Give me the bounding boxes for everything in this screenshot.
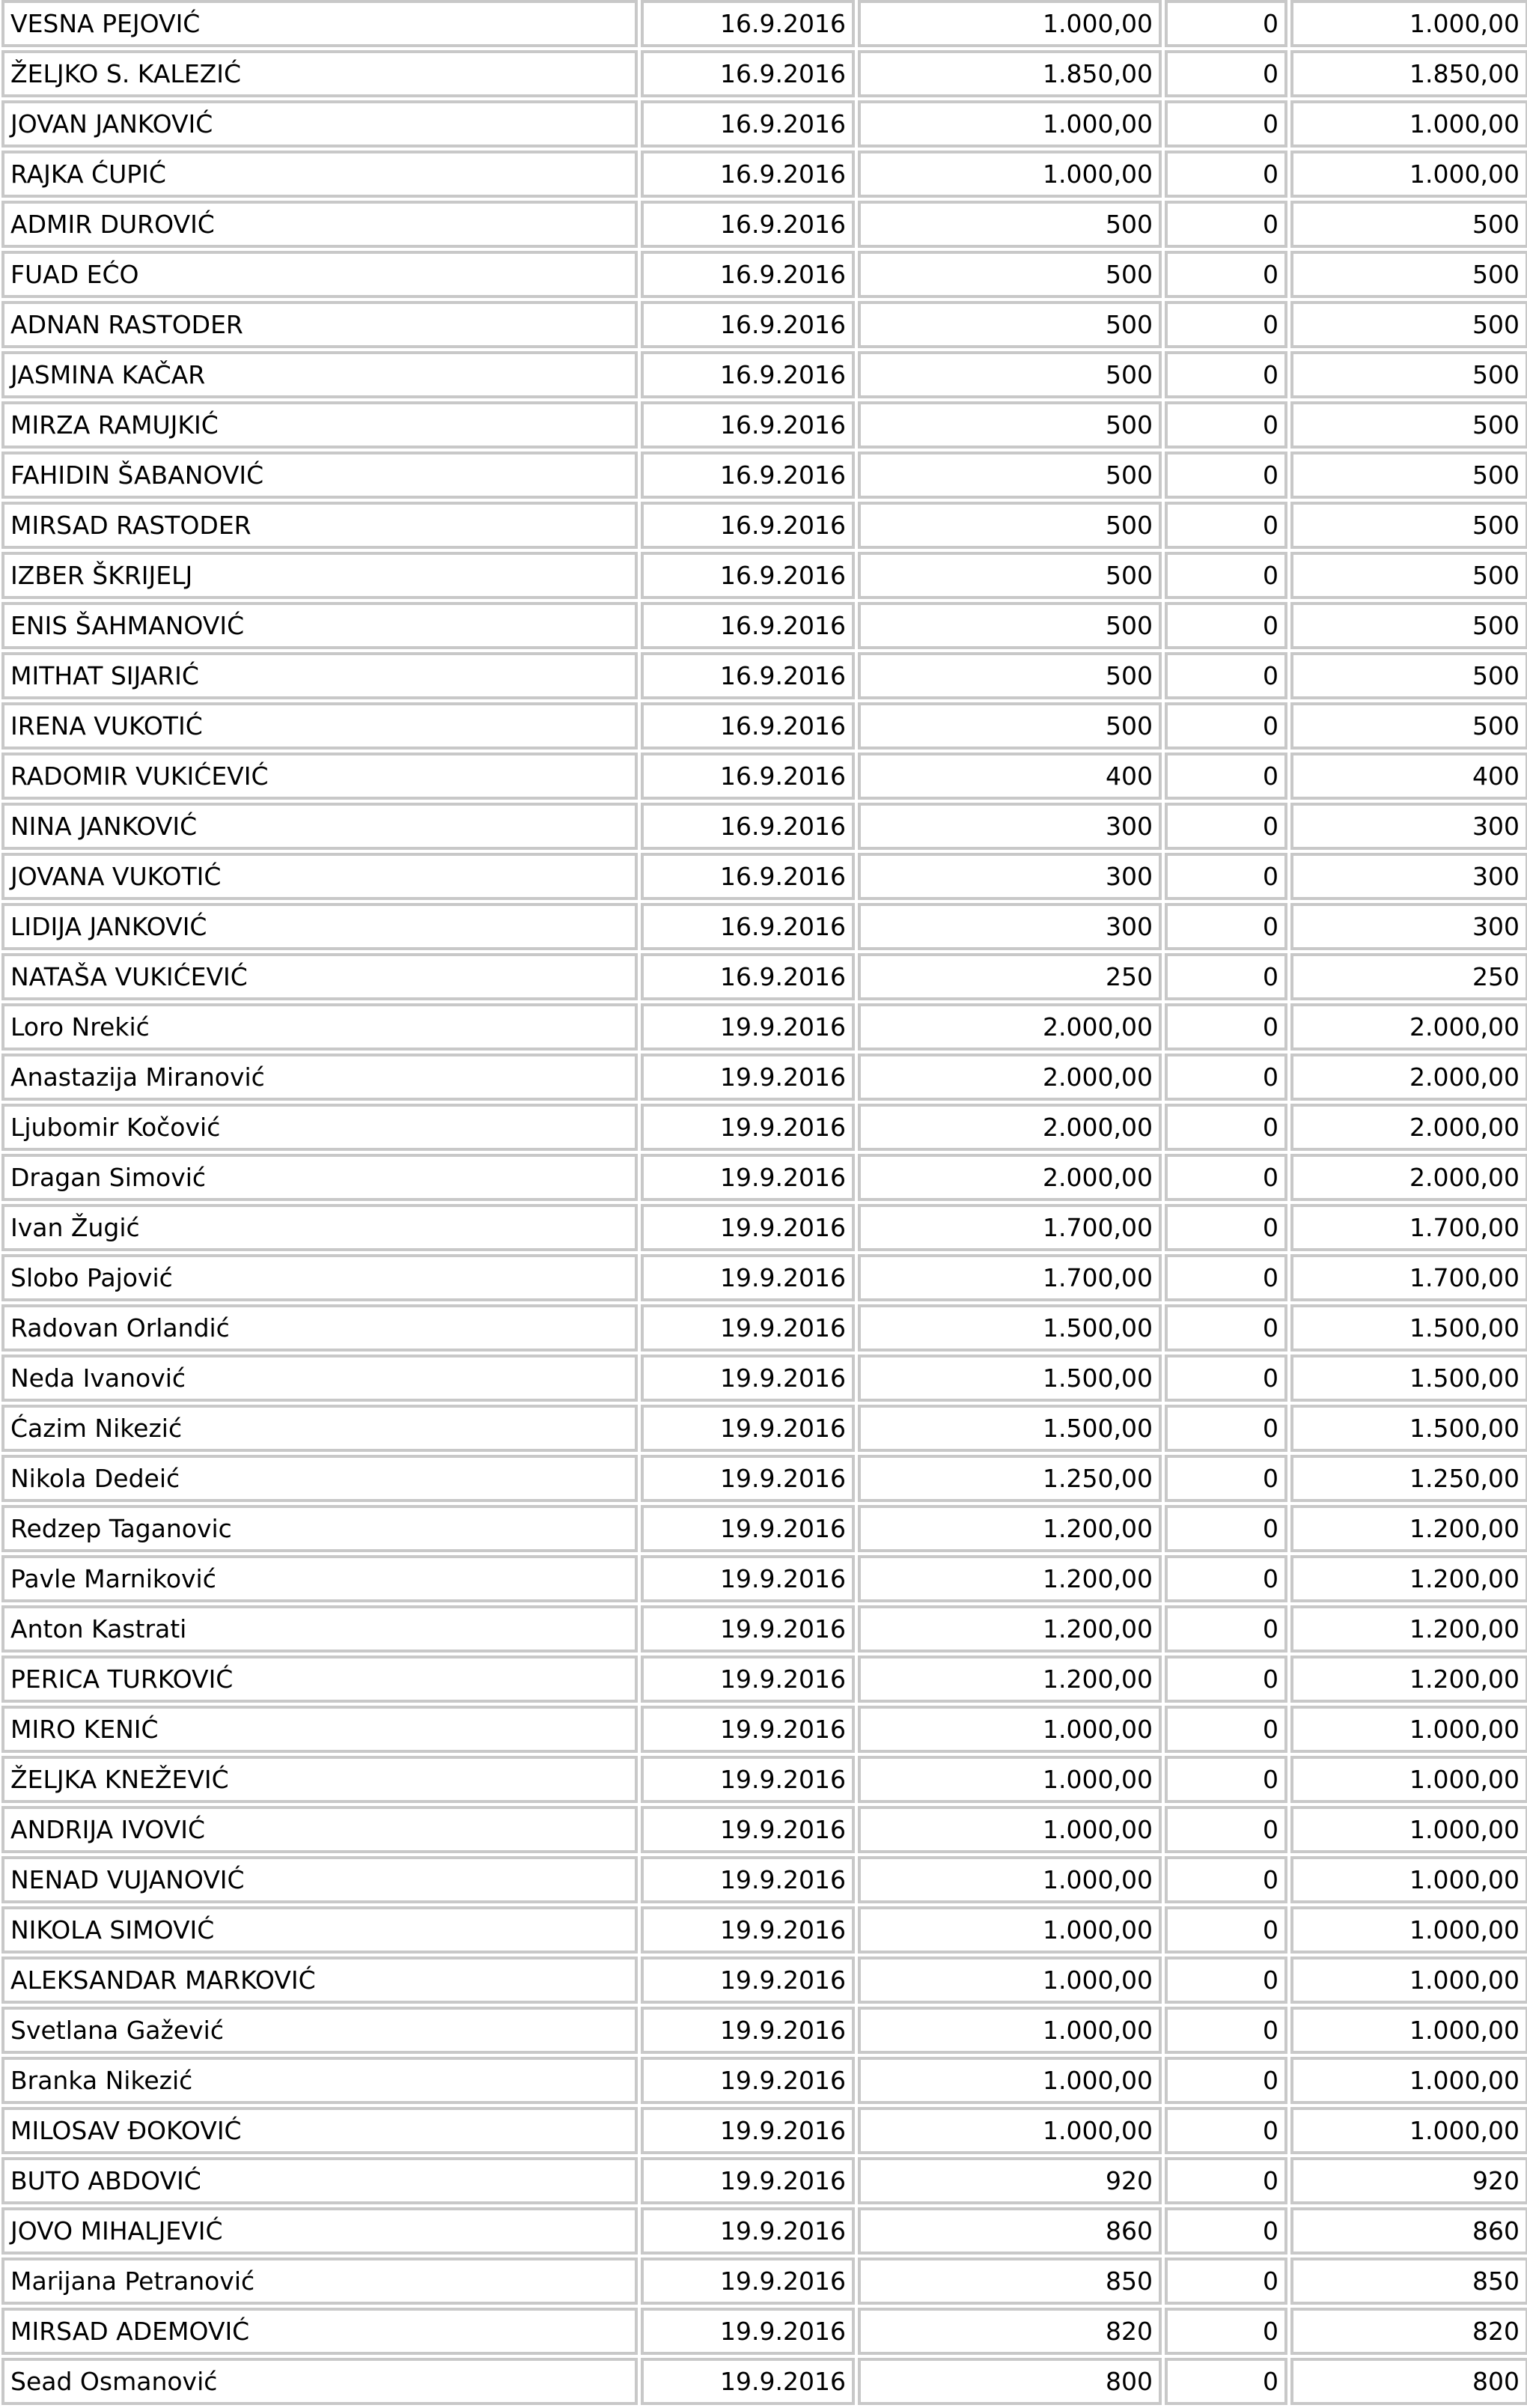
date-cell: 19.9.2016: [641, 2157, 855, 2204]
date-cell: 19.9.2016: [641, 1656, 855, 1703]
date-cell: 19.9.2016: [641, 2007, 855, 2054]
zero-cell: 0: [1165, 401, 1287, 449]
table-row: [1, 2107, 1527, 2154]
zero-cell: 0: [1165, 1605, 1287, 1653]
zero-cell: 0: [1165, 1455, 1287, 1502]
date-cell: 16.9.2016: [641, 803, 855, 850]
date-cell: 19.9.2016: [641, 1956, 855, 2004]
date-cell: 19.9.2016: [641, 2057, 855, 2104]
date-cell: 16.9.2016: [641, 301, 855, 348]
amount-cell: 1.000,00: [858, 1756, 1162, 1803]
zero-cell: 0: [1165, 452, 1287, 499]
total-cell: 1.200,00: [1290, 1505, 1527, 1552]
total-cell: 1.250,00: [1290, 1455, 1527, 1502]
date-cell: 16.9.2016: [641, 0, 855, 47]
name-cell: NIKOLA SIMOVIĆ: [1, 1906, 638, 1954]
name-cell: MIRSAD ADEMOVIĆ: [1, 2308, 638, 2355]
total-cell: 500: [1290, 502, 1527, 549]
name-cell: FAHIDIN ŠABANOVIĆ: [1, 452, 638, 499]
date-cell: 16.9.2016: [641, 552, 855, 599]
zero-cell: 0: [1165, 752, 1287, 800]
name-cell: Ćazim Nikezić: [1, 1405, 638, 1452]
table-row: [1, 401, 1527, 449]
amount-cell: 300: [858, 903, 1162, 950]
table-row: [1, 803, 1527, 850]
zero-cell: 0: [1165, 2157, 1287, 2204]
table-row: [1, 953, 1527, 1000]
total-cell: 2.000,00: [1290, 1003, 1527, 1051]
table-row: [1, 1254, 1527, 1301]
date-cell: 16.9.2016: [641, 351, 855, 398]
zero-cell: 0: [1165, 1354, 1287, 1402]
table-row: [1, 351, 1527, 398]
name-cell: ADNAN RASTODER: [1, 301, 638, 348]
zero-cell: 0: [1165, 652, 1287, 699]
total-cell: 1.000,00: [1290, 2057, 1527, 2104]
name-cell: Marijana Petranović: [1, 2258, 638, 2305]
name-cell: JOVAN JANKOVIĆ: [1, 100, 638, 148]
total-cell: 1.200,00: [1290, 1656, 1527, 1703]
date-cell: 19.9.2016: [641, 2107, 855, 2154]
name-cell: NATAŠA VUKIĆEVIĆ: [1, 953, 638, 1000]
amount-cell: 820: [858, 2308, 1162, 2355]
table-row: [1, 1605, 1527, 1653]
date-cell: 19.9.2016: [641, 1505, 855, 1552]
date-cell: 19.9.2016: [641, 1154, 855, 1201]
date-cell: 16.9.2016: [641, 201, 855, 248]
amount-cell: 1.200,00: [858, 1656, 1162, 1703]
name-cell: Svetlana Gažević: [1, 2007, 638, 2054]
name-cell: RAJKA ĆUPIĆ: [1, 150, 638, 198]
name-cell: Ivan Žugić: [1, 1204, 638, 1251]
total-cell: 500: [1290, 452, 1527, 499]
amount-cell: 500: [858, 401, 1162, 449]
table-row: [1, 1003, 1527, 1051]
name-cell: ADMIR DUROVIĆ: [1, 201, 638, 248]
name-cell: MIRZA RAMUJKIĆ: [1, 401, 638, 449]
date-cell: 16.9.2016: [641, 702, 855, 750]
date-cell: 19.9.2016: [641, 1003, 855, 1051]
date-cell: 19.9.2016: [641, 1254, 855, 1301]
name-cell: Anastazija Miranović: [1, 1054, 638, 1101]
amount-cell: 1.250,00: [858, 1455, 1162, 1502]
name-cell: JOVANA VUKOTIĆ: [1, 853, 638, 900]
table-row: [1, 2358, 1527, 2405]
amount-cell: 500: [858, 652, 1162, 699]
name-cell: ANDRIJA IVOVIĆ: [1, 1806, 638, 1853]
table-row: [1, 2157, 1527, 2204]
zero-cell: 0: [1165, 1204, 1287, 1251]
date-cell: 19.9.2016: [641, 2258, 855, 2305]
zero-cell: 0: [1165, 1505, 1287, 1552]
amount-cell: 1.700,00: [858, 1204, 1162, 1251]
zero-cell: 0: [1165, 1154, 1287, 1201]
table-row: [1, 1354, 1527, 1402]
table-row: [1, 1505, 1527, 1552]
total-cell: 300: [1290, 903, 1527, 950]
zero-cell: 0: [1165, 702, 1287, 750]
zero-cell: 0: [1165, 1706, 1287, 1753]
table-row: [1, 150, 1527, 198]
table-row: [1, 100, 1527, 148]
total-cell: 500: [1290, 602, 1527, 649]
table-row: [1, 1656, 1527, 1703]
name-cell: RADOMIR VUKIĆEVIĆ: [1, 752, 638, 800]
table-row: [1, 2308, 1527, 2355]
total-cell: 1.000,00: [1290, 1906, 1527, 1954]
name-cell: LIDIJA JANKOVIĆ: [1, 903, 638, 950]
table-row: [1, 50, 1527, 97]
amount-cell: 500: [858, 502, 1162, 549]
table-row: [1, 752, 1527, 800]
amount-cell: 1.700,00: [858, 1254, 1162, 1301]
name-cell: Ljubomir Kočović: [1, 1104, 638, 1151]
date-cell: 19.9.2016: [641, 1605, 855, 1653]
total-cell: 300: [1290, 853, 1527, 900]
table-row: [1, 251, 1527, 298]
zero-cell: 0: [1165, 2358, 1287, 2405]
date-cell: 16.9.2016: [641, 602, 855, 649]
name-cell: Anton Kastrati: [1, 1605, 638, 1653]
amount-cell: 1.000,00: [858, 2057, 1162, 2104]
table-row: [1, 702, 1527, 750]
zero-cell: 0: [1165, 1856, 1287, 1903]
zero-cell: 0: [1165, 1304, 1287, 1352]
name-cell: Sead Osmanović: [1, 2358, 638, 2405]
amount-cell: 1.000,00: [858, 1956, 1162, 2004]
amount-cell: 1.000,00: [858, 2107, 1162, 2154]
total-cell: 500: [1290, 552, 1527, 599]
amount-cell: 250: [858, 953, 1162, 1000]
zero-cell: 0: [1165, 2308, 1287, 2355]
table-row: [1, 1204, 1527, 1251]
date-cell: 19.9.2016: [641, 1104, 855, 1151]
total-cell: 1.500,00: [1290, 1304, 1527, 1352]
amount-cell: 1.500,00: [858, 1405, 1162, 1452]
name-cell: MIRSAD RASTODER: [1, 502, 638, 549]
date-cell: 16.9.2016: [641, 100, 855, 148]
total-cell: 1.000,00: [1290, 1706, 1527, 1753]
table-row: [1, 1405, 1527, 1452]
date-cell: 16.9.2016: [641, 652, 855, 699]
name-cell: IZBER ŠKRIJELJ: [1, 552, 638, 599]
zero-cell: 0: [1165, 2007, 1287, 2054]
total-cell: 1.000,00: [1290, 1756, 1527, 1803]
date-cell: 16.9.2016: [641, 452, 855, 499]
amount-cell: 1.000,00: [858, 100, 1162, 148]
amount-cell: 2.000,00: [858, 1003, 1162, 1051]
name-cell: ŽELJKA KNEŽEVIĆ: [1, 1756, 638, 1803]
total-cell: 1.000,00: [1290, 0, 1527, 47]
amount-cell: 500: [858, 301, 1162, 348]
table-row: [1, 1806, 1527, 1853]
total-cell: 800: [1290, 2358, 1527, 2405]
name-cell: NENAD VUJANOVIĆ: [1, 1856, 638, 1903]
total-cell: 850: [1290, 2258, 1527, 2305]
amount-cell: 300: [858, 803, 1162, 850]
zero-cell: 0: [1165, 2207, 1287, 2255]
amount-cell: 500: [858, 351, 1162, 398]
date-cell: 16.9.2016: [641, 502, 855, 549]
amount-cell: 1.000,00: [858, 2007, 1162, 2054]
total-cell: 1.000,00: [1290, 100, 1527, 148]
total-cell: 500: [1290, 201, 1527, 248]
amount-cell: 800: [858, 2358, 1162, 2405]
zero-cell: 0: [1165, 251, 1287, 298]
name-cell: MITHAT SIJARIĆ: [1, 652, 638, 699]
total-cell: 2.000,00: [1290, 1054, 1527, 1101]
table-row: [1, 2057, 1527, 2104]
name-cell: ALEKSANDAR MARKOVIĆ: [1, 1956, 638, 2004]
table-row: [1, 853, 1527, 900]
total-cell: 1.000,00: [1290, 1956, 1527, 2004]
name-cell: MIRO KENIĆ: [1, 1706, 638, 1753]
total-cell: 1.500,00: [1290, 1354, 1527, 1402]
date-cell: 16.9.2016: [641, 953, 855, 1000]
amount-cell: 1.000,00: [858, 1806, 1162, 1853]
amount-cell: 1.850,00: [858, 50, 1162, 97]
total-cell: 1.500,00: [1290, 1405, 1527, 1452]
amount-cell: 1.200,00: [858, 1505, 1162, 1552]
table-row: [1, 1956, 1527, 2004]
name-cell: ŽELJKO S. KALEZIĆ: [1, 50, 638, 97]
table-row: [1, 652, 1527, 699]
table-row: [1, 0, 1527, 47]
zero-cell: 0: [1165, 1756, 1287, 1803]
name-cell: Neda Ivanović: [1, 1354, 638, 1402]
table-row: [1, 903, 1527, 950]
name-cell: BUTO ABDOVIĆ: [1, 2157, 638, 2204]
zero-cell: 0: [1165, 1956, 1287, 2004]
total-cell: 500: [1290, 301, 1527, 348]
amount-cell: 500: [858, 251, 1162, 298]
amount-cell: 2.000,00: [858, 1154, 1162, 1201]
amount-cell: 1.000,00: [858, 1856, 1162, 1903]
table-row: [1, 2207, 1527, 2255]
name-cell: JOVO MIHALJEVIĆ: [1, 2207, 638, 2255]
table-row: [1, 602, 1527, 649]
zero-cell: 0: [1165, 150, 1287, 198]
total-cell: 1.700,00: [1290, 1254, 1527, 1301]
table-row: [1, 1906, 1527, 1954]
amount-cell: 860: [858, 2207, 1162, 2255]
name-cell: JASMINA KAČAR: [1, 351, 638, 398]
table-body: [1, 0, 1527, 2405]
amount-cell: 1.000,00: [858, 0, 1162, 47]
total-cell: 500: [1290, 351, 1527, 398]
table-row: [1, 2258, 1527, 2305]
amount-cell: 300: [858, 853, 1162, 900]
date-cell: 16.9.2016: [641, 752, 855, 800]
name-cell: Dragan Simović: [1, 1154, 638, 1201]
zero-cell: 0: [1165, 0, 1287, 47]
zero-cell: 0: [1165, 953, 1287, 1000]
zero-cell: 0: [1165, 1104, 1287, 1151]
amount-cell: 500: [858, 702, 1162, 750]
total-cell: 2.000,00: [1290, 1154, 1527, 1201]
total-cell: 500: [1290, 251, 1527, 298]
zero-cell: 0: [1165, 2107, 1287, 2154]
zero-cell: 0: [1165, 1555, 1287, 1602]
amount-cell: 850: [858, 2258, 1162, 2305]
name-cell: ENIS ŠAHMANOVIĆ: [1, 602, 638, 649]
total-cell: 500: [1290, 702, 1527, 750]
name-cell: NINA JANKOVIĆ: [1, 803, 638, 850]
amount-cell: 500: [858, 201, 1162, 248]
amount-cell: 2.000,00: [858, 1054, 1162, 1101]
table-row: [1, 1455, 1527, 1502]
date-cell: 19.9.2016: [641, 1555, 855, 1602]
zero-cell: 0: [1165, 903, 1287, 950]
date-cell: 19.9.2016: [641, 1756, 855, 1803]
amount-cell: 500: [858, 552, 1162, 599]
table-row: [1, 1856, 1527, 1903]
total-cell: 500: [1290, 401, 1527, 449]
table-row: [1, 552, 1527, 599]
date-cell: 19.9.2016: [641, 1405, 855, 1452]
zero-cell: 0: [1165, 1906, 1287, 1954]
table-row: [1, 1706, 1527, 1753]
date-cell: 16.9.2016: [641, 50, 855, 97]
date-cell: 19.9.2016: [641, 2358, 855, 2405]
name-cell: IRENA VUKOTIĆ: [1, 702, 638, 750]
zero-cell: 0: [1165, 50, 1287, 97]
total-cell: 1.000,00: [1290, 2007, 1527, 2054]
total-cell: 860: [1290, 2207, 1527, 2255]
total-cell: 2.000,00: [1290, 1104, 1527, 1151]
name-cell: Pavle Marniković: [1, 1555, 638, 1602]
name-cell: Radovan Orlandić: [1, 1304, 638, 1352]
name-cell: PERICA TURKOVIĆ: [1, 1656, 638, 1703]
total-cell: 1.000,00: [1290, 1856, 1527, 1903]
zero-cell: 0: [1165, 502, 1287, 549]
table-row: [1, 201, 1527, 248]
date-cell: 16.9.2016: [641, 150, 855, 198]
zero-cell: 0: [1165, 1806, 1287, 1853]
total-cell: 920: [1290, 2157, 1527, 2204]
amount-cell: 400: [858, 752, 1162, 800]
zero-cell: 0: [1165, 201, 1287, 248]
amount-cell: 1.500,00: [858, 1354, 1162, 1402]
zero-cell: 0: [1165, 1656, 1287, 1703]
date-cell: 16.9.2016: [641, 251, 855, 298]
date-cell: 19.9.2016: [641, 1455, 855, 1502]
date-cell: 16.9.2016: [641, 903, 855, 950]
table-row: [1, 502, 1527, 549]
total-cell: 820: [1290, 2308, 1527, 2355]
amount-cell: 1.000,00: [858, 150, 1162, 198]
total-cell: 1.000,00: [1290, 150, 1527, 198]
date-cell: 19.9.2016: [641, 1856, 855, 1903]
table-row: [1, 1555, 1527, 1602]
name-cell: Slobo Pajović: [1, 1254, 638, 1301]
zero-cell: 0: [1165, 1003, 1287, 1051]
date-cell: 16.9.2016: [641, 853, 855, 900]
date-cell: 19.9.2016: [641, 2308, 855, 2355]
amount-cell: 500: [858, 602, 1162, 649]
amount-cell: 1.200,00: [858, 1605, 1162, 1653]
name-cell: Nikola Dedeić: [1, 1455, 638, 1502]
date-cell: 19.9.2016: [641, 1806, 855, 1853]
name-cell: FUAD EĆO: [1, 251, 638, 298]
date-cell: 19.9.2016: [641, 1304, 855, 1352]
date-cell: 19.9.2016: [641, 1354, 855, 1402]
total-cell: 1.700,00: [1290, 1204, 1527, 1251]
total-cell: 300: [1290, 803, 1527, 850]
zero-cell: 0: [1165, 602, 1287, 649]
total-cell: 1.200,00: [1290, 1555, 1527, 1602]
table-row: [1, 1304, 1527, 1352]
zero-cell: 0: [1165, 351, 1287, 398]
name-cell: Branka Nikezić: [1, 2057, 638, 2104]
total-cell: 1.200,00: [1290, 1605, 1527, 1653]
table-row: [1, 1104, 1527, 1151]
zero-cell: 0: [1165, 803, 1287, 850]
date-cell: 19.9.2016: [641, 1054, 855, 1101]
table-row: [1, 2007, 1527, 2054]
total-cell: 400: [1290, 752, 1527, 800]
zero-cell: 0: [1165, 1254, 1287, 1301]
name-cell: MILOSAV ĐOKOVIĆ: [1, 2107, 638, 2154]
table-row: [1, 1154, 1527, 1201]
zero-cell: 0: [1165, 552, 1287, 599]
name-cell: VESNA PEJOVIĆ: [1, 0, 638, 47]
amount-cell: 1.000,00: [858, 1706, 1162, 1753]
amount-cell: 1.000,00: [858, 1906, 1162, 1954]
table-row: [1, 1756, 1527, 1803]
zero-cell: 0: [1165, 100, 1287, 148]
table-row: [1, 1054, 1527, 1101]
date-cell: 19.9.2016: [641, 1906, 855, 1954]
date-cell: 19.9.2016: [641, 1204, 855, 1251]
zero-cell: 0: [1165, 2258, 1287, 2305]
zero-cell: 0: [1165, 1054, 1287, 1101]
total-cell: 500: [1290, 652, 1527, 699]
amount-cell: 1.500,00: [858, 1304, 1162, 1352]
date-cell: 19.9.2016: [641, 2207, 855, 2255]
date-cell: 19.9.2016: [641, 1706, 855, 1753]
total-cell: 1.000,00: [1290, 1806, 1527, 1853]
table-row: [1, 301, 1527, 348]
name-cell: Redzep Taganovic: [1, 1505, 638, 1552]
table-row: [1, 452, 1527, 499]
amount-cell: 2.000,00: [858, 1104, 1162, 1151]
total-cell: 1.000,00: [1290, 2107, 1527, 2154]
total-cell: 250: [1290, 953, 1527, 1000]
zero-cell: 0: [1165, 853, 1287, 900]
total-cell: 1.850,00: [1290, 50, 1527, 97]
amount-cell: 920: [858, 2157, 1162, 2204]
zero-cell: 0: [1165, 1405, 1287, 1452]
date-cell: 16.9.2016: [641, 401, 855, 449]
zero-cell: 0: [1165, 301, 1287, 348]
zero-cell: 0: [1165, 2057, 1287, 2104]
amount-cell: 1.200,00: [858, 1555, 1162, 1602]
amount-cell: 500: [858, 452, 1162, 499]
name-cell: Loro Nrekić: [1, 1003, 638, 1051]
